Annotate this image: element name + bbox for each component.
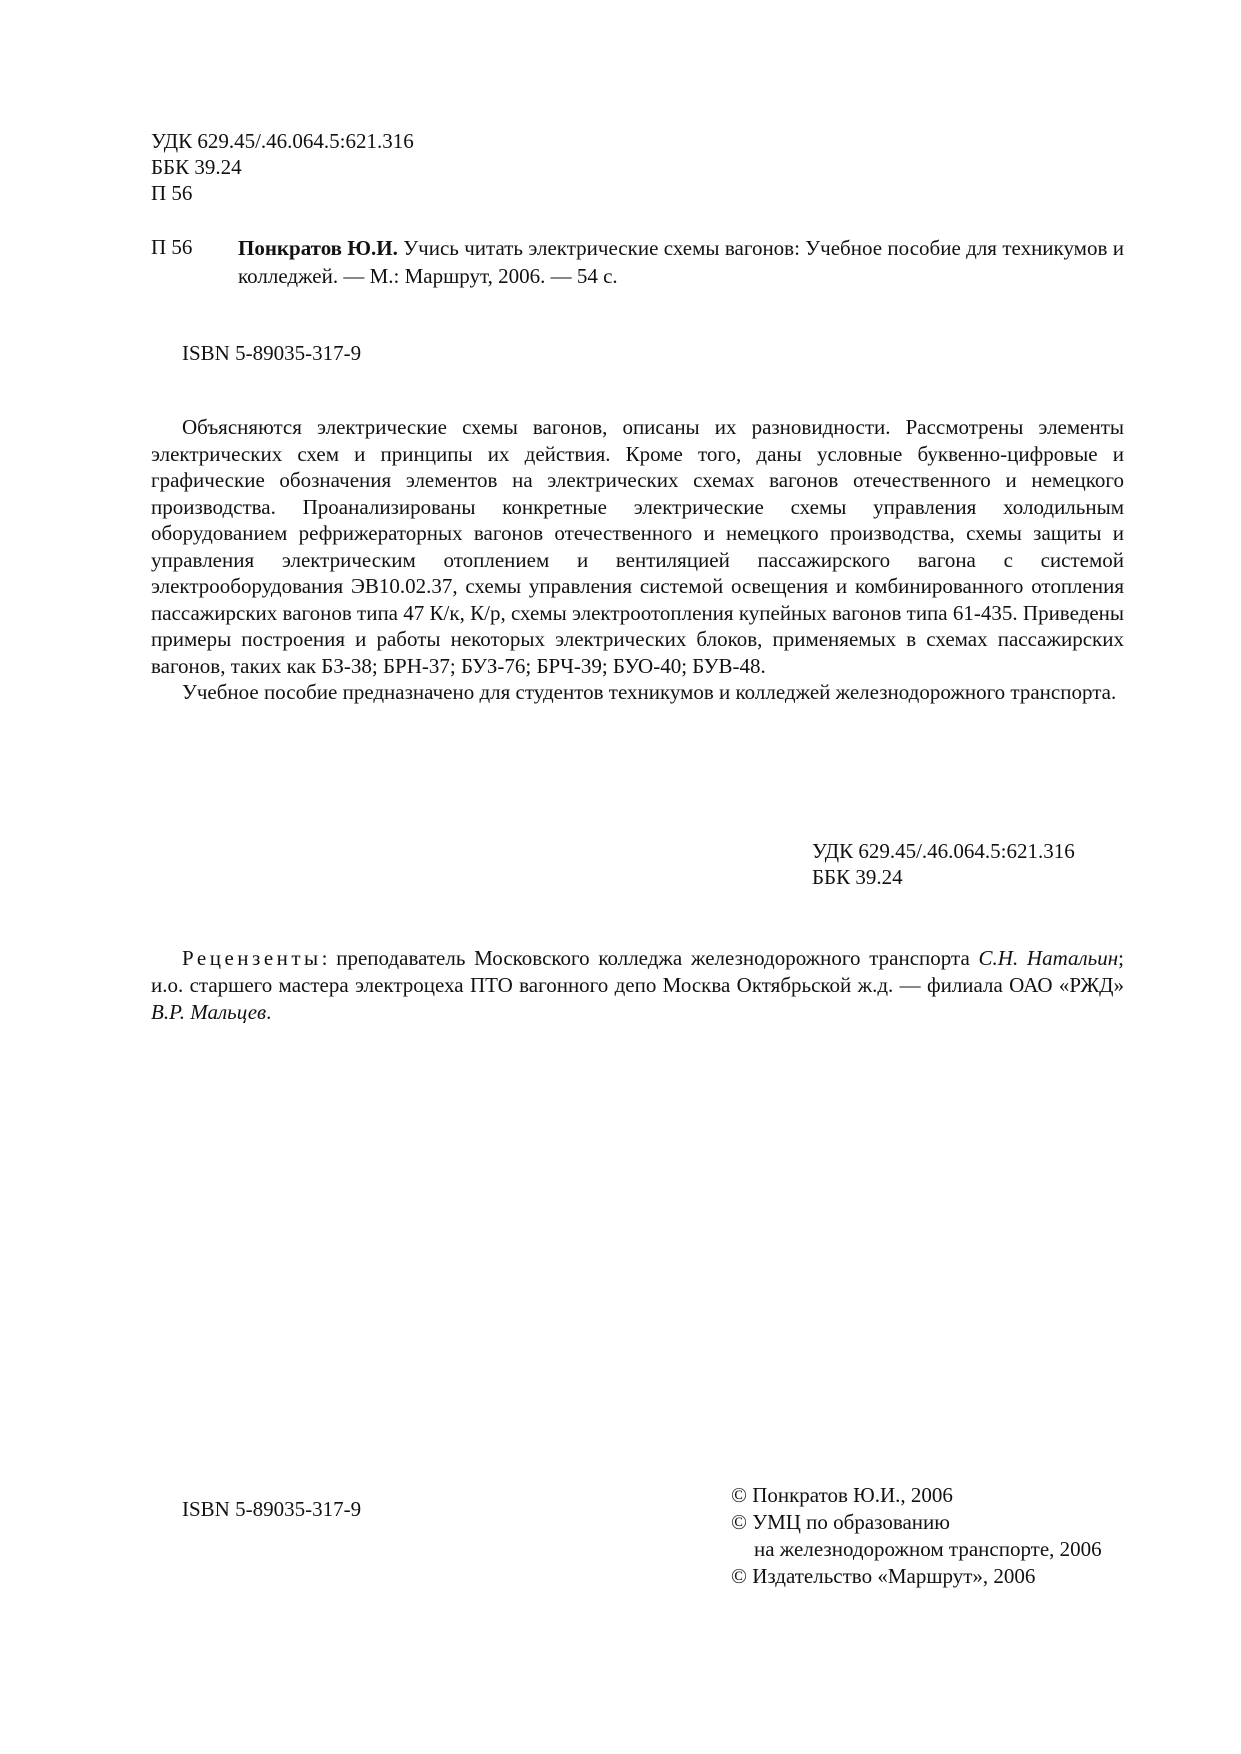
reviewers [151,945,1124,1026]
copyright-line-4: © Издательство «Маршрут», 2006 [731,1564,1036,1588]
abstract-paragraph-2: Учебное пособие предназначено для студентов техникумов и колледжей железнодорожного транспорта. [182,680,1117,704]
book-title-imprint: Учись читать электрические схемы вагонов: Учебное пособие для техникумов и колледжей. — М.: Маршрут, 2006. — 54 с. [238,236,1124,288]
abstract-paragraph-1: Объясняются электрические схемы вагонов, описаны их разновидности. Рассмотрены элементы электрических схем и принципы их действия. Кроме того, даны условные буквенно-цифровые и графические обозначения элементов на электрических схемах вагонов отечественного и немецкого производства. Проанализированы конкретные электрические схемы управления холодильным оборудованием рефрижераторных вагонов отечественного и немецкого производства, схемы защиты и управления электрическим отоплением и вентиляцией пассажирского вагона с системой электрооборудования ЭВ10.02.37, схемы управления системой освещения и комбинированного отопления пассажирских вагонов типа 47 К/к, К/р, схемы электроотопления купейных вагонов типа 61-435. Приведены примеры построения и работы некоторых электрических блоков, применяемых в схемах пассажирских вагонов, таких как БЗ-38; БРН-37; БУЗ-76; БРЧ-39; БУО-40; БУВ-48. [151,415,1124,678]
copyright-line-3: на железнодорожном транспорте, 2006 [754,1537,1102,1561]
isbn-bottom: ISBN 5-89035-317-9 [182,1497,362,1521]
copyright-line-2: © УМЦ по образованию [731,1510,950,1534]
udk-code-right: УДК 629.45/.46.064.5:621.316 [812,839,1075,863]
reviewer-name-1: С.Н. Натальин [978,946,1119,970]
copyright-block [731,1482,1102,1590]
reviewers-label: Рецензенты [182,946,322,970]
abstract [151,414,1124,706]
reviewers-text-2: ; и.о. старшего мастера электроцеха ПТО вагонного депо Москва Октябрьской ж.д. — филиала ОАО «РЖД» [151,946,1124,997]
udk-block [151,128,414,206]
bbk-code: ББК 39.24 [151,155,242,179]
card-code: П 56 [151,235,193,259]
reviewers-end: . [266,1000,272,1024]
isbn-top: ISBN 5-89035-317-9 [182,341,362,365]
book-author: Понкратов Ю.И. [238,236,398,260]
bbk-code-right: ББК 39.24 [812,865,903,889]
bibliographic-record [238,234,1124,290]
author-mark: П 56 [151,181,193,205]
reviewers-text-1: : преподаватель Московского колледжа железнодорожного транспорта [321,946,979,970]
copyright-line-1: © Понкратов Ю.И., 2006 [731,1483,953,1507]
udk-code: УДК 629.45/.46.064.5:621.316 [151,129,414,153]
reviewer-name-2: В.Р. Мальцев [151,1000,267,1024]
udk-block-right [812,838,1075,890]
